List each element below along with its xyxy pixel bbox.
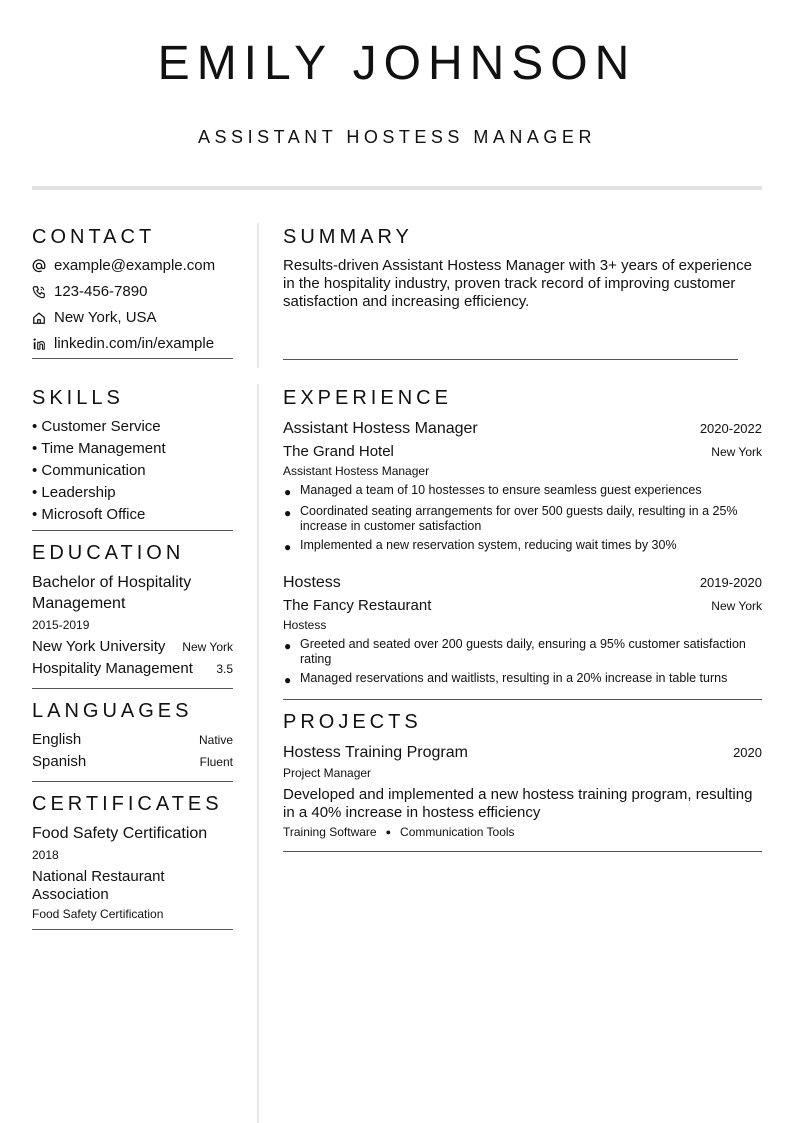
home-icon bbox=[32, 311, 46, 325]
job-title: Assistant Hostess Manager bbox=[283, 420, 478, 437]
job-bullet bbox=[283, 483, 762, 501]
projects-heading: PROJECTS bbox=[283, 711, 422, 733]
job-bullet bbox=[283, 504, 762, 534]
candidate-name: EMILY JOHNSON bbox=[157, 37, 637, 90]
job-role: Assistant Hostess Manager bbox=[283, 464, 430, 478]
skill-item: • Customer Service bbox=[32, 418, 161, 435]
bullet-dot: ● bbox=[284, 506, 292, 520]
column-divider-bottom bbox=[257, 384, 259, 1123]
education-years: 2015-2019 bbox=[32, 618, 90, 632]
contact-phone[interactable] bbox=[32, 283, 147, 301]
skill-label: Leadership bbox=[41, 484, 116, 501]
contact-heading: CONTACT bbox=[32, 226, 156, 248]
bullet-dot: ● bbox=[284, 639, 292, 653]
candidate-title: ASSISTANT HOSTESS MANAGER bbox=[198, 127, 596, 147]
certificates-heading: CERTIFICATES bbox=[32, 793, 223, 815]
job-title-row bbox=[283, 572, 762, 593]
bullet-text: Managed a team of 10 hostesses to ensure seamless guest experiences bbox=[300, 483, 702, 497]
job-company: The Fancy Restaurant bbox=[283, 597, 432, 614]
skill-label: Customer Service bbox=[41, 418, 161, 435]
education-school-row bbox=[32, 638, 233, 656]
contact-phone-text: 123-456-7890 bbox=[54, 283, 148, 300]
job-dates: 2020-2022 bbox=[699, 421, 762, 436]
contact-email-text: example@example.com bbox=[54, 257, 216, 274]
language-name: Spanish bbox=[32, 753, 87, 770]
bullet-text: Coordinated seating arrangements for over 500 guests daily, resulting in a 25% increase in customer satisfaction bbox=[300, 504, 738, 533]
job-company-row bbox=[283, 597, 762, 615]
job-role: Hostess bbox=[283, 618, 327, 632]
project-tool: Communication Tools bbox=[400, 825, 515, 839]
job-bullet bbox=[283, 671, 762, 689]
education-field: Hospitality Management bbox=[32, 660, 193, 677]
job-company: The Grand Hotel bbox=[283, 443, 394, 460]
bullet-text: Managed reservations and waitlists, resulting in a 20% increase in table turns bbox=[300, 671, 728, 685]
project-title-row bbox=[283, 742, 762, 763]
bullet-text: Greeted and seated over 200 guests daily, ensuring a 95% customer satisfaction rating bbox=[300, 637, 746, 666]
summary-text: Results-driven Assistant Hostess Manager with 3+ years of experience in the hospitality industry, proven track record of improving customer satisfaction and increasing efficiency. bbox=[283, 257, 752, 310]
education-degree: Bachelor of Hospitality Management bbox=[32, 574, 192, 612]
skill-label: Microsoft Office bbox=[41, 506, 146, 523]
job-location: New York bbox=[711, 599, 762, 613]
project-tool: Training Software bbox=[283, 825, 377, 839]
education-divider bbox=[32, 688, 233, 689]
projects-divider bbox=[283, 851, 762, 852]
bullet-dot: ● bbox=[284, 673, 292, 687]
project-role: Project Manager bbox=[283, 766, 372, 780]
summary-heading: SUMMARY bbox=[283, 226, 413, 248]
job-location: New York bbox=[711, 445, 762, 459]
language-name: English bbox=[32, 731, 82, 748]
job-bullet bbox=[283, 637, 762, 667]
experience-divider bbox=[283, 699, 762, 700]
job-bullet bbox=[283, 538, 762, 556]
at-icon bbox=[32, 259, 46, 273]
project-name: Hostess Training Program bbox=[283, 744, 468, 761]
skill-label: Time Management bbox=[41, 440, 166, 457]
language-row bbox=[32, 731, 233, 749]
bullet-text: Implemented a new reservation system, reducing wait times by 30% bbox=[300, 538, 677, 552]
education-school-location: New York bbox=[182, 640, 233, 654]
contact-email[interactable] bbox=[32, 257, 215, 275]
skill-label: Communication bbox=[41, 462, 146, 479]
certificate-year: 2018 bbox=[32, 848, 59, 862]
contact-location-text: New York, USA bbox=[54, 309, 157, 326]
tool-separator-dot: ● bbox=[385, 827, 392, 837]
skill-item: • Leadership bbox=[32, 484, 116, 501]
linkedin-icon bbox=[32, 337, 46, 351]
bullet-dot: ● bbox=[284, 540, 292, 554]
skills-heading: SKILLS bbox=[32, 387, 124, 409]
skills-divider bbox=[32, 530, 233, 531]
languages-heading: LANGUAGES bbox=[32, 700, 193, 722]
job-company-row bbox=[283, 443, 762, 461]
skill-item: • Time Management bbox=[32, 440, 166, 457]
education-gpa: 3.5 bbox=[216, 662, 233, 676]
bullet-dot: ● bbox=[284, 485, 292, 499]
job-dates: 2019-2020 bbox=[699, 575, 762, 590]
languages-divider bbox=[32, 781, 233, 782]
job-title-row bbox=[283, 418, 762, 439]
experience-heading: EXPERIENCE bbox=[283, 387, 452, 409]
language-level: Fluent bbox=[199, 755, 233, 769]
column-divider-top bbox=[257, 223, 259, 368]
phone-icon bbox=[32, 285, 46, 299]
certificate-name: Food Safety Certification bbox=[32, 825, 208, 842]
skill-item: • Communication bbox=[32, 462, 146, 479]
certificate-issuer: National Restaurant Association bbox=[32, 868, 165, 903]
skill-item: • Microsoft Office bbox=[32, 506, 146, 523]
certificate-description: Food Safety Certification bbox=[32, 907, 164, 921]
education-field-row bbox=[32, 660, 233, 678]
education-heading: EDUCATION bbox=[32, 542, 185, 564]
language-row bbox=[32, 753, 233, 771]
language-level: Native bbox=[198, 733, 233, 747]
job-title: Hostess bbox=[283, 574, 341, 591]
header-divider bbox=[32, 186, 762, 190]
contact-linkedin[interactable] bbox=[32, 335, 214, 353]
contact-divider bbox=[32, 358, 233, 359]
project-year: 2020 bbox=[733, 745, 762, 760]
project-description: Developed and implemented a new hostess training program, resulting in a 40% increase in hostess efficiency bbox=[283, 786, 753, 821]
contact-location bbox=[32, 309, 157, 327]
education-school: New York University bbox=[32, 638, 166, 655]
project-tools bbox=[283, 825, 515, 840]
certificates-divider bbox=[32, 929, 233, 930]
summary-divider bbox=[283, 359, 738, 360]
contact-linkedin-text: linkedin.com/in/example bbox=[54, 335, 215, 352]
